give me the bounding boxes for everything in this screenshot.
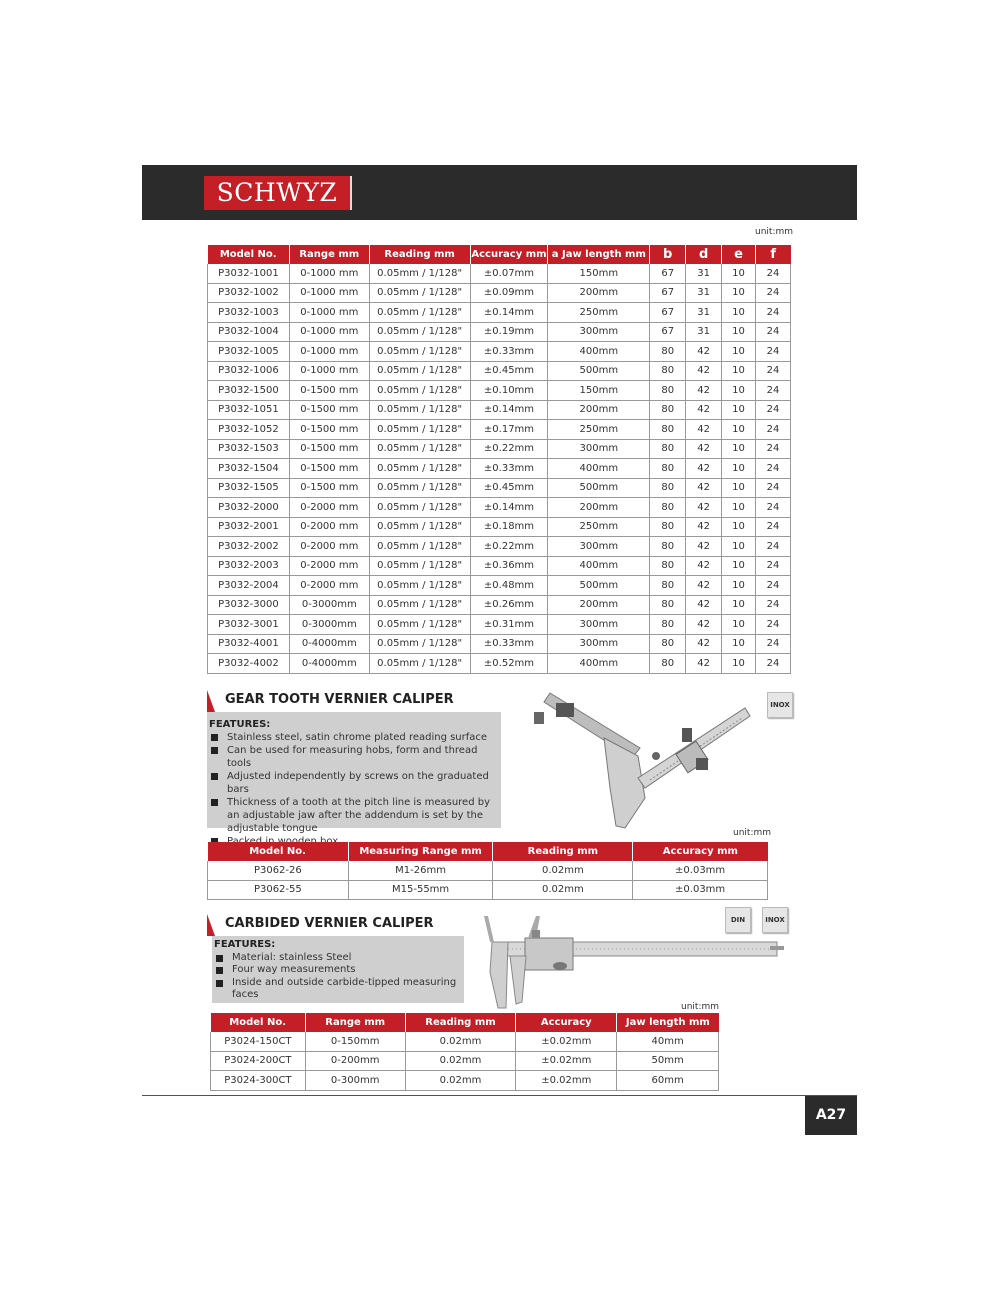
table-row [208,634,791,654]
table-cell: P3062-26 [208,861,349,880]
column-header: Reading mm [405,1013,516,1032]
table-cell: 24 [756,361,791,381]
table-cell: 24 [756,615,791,635]
table-cell: 0.02mm [493,880,633,900]
table-cell: 0.02mm [405,1051,516,1071]
table-cell: P3032-1002 [208,283,290,303]
table-row [208,595,791,615]
column-header: Accuracy [516,1013,617,1032]
table-row [208,264,791,283]
table-cell: P3032-4001 [208,634,290,654]
table-cell: 80 [650,517,686,537]
table-row [208,517,791,537]
table-cell: 24 [756,654,791,674]
table-cell: 24 [756,264,791,283]
table-cell: 0.05mm / 1/128" [369,615,470,635]
table-cell: 0.05mm / 1/128" [369,498,470,518]
table-cell: P3032-1001 [208,264,290,283]
section-marker [207,914,215,936]
table-cell: 400mm [548,654,650,674]
table-row [208,556,791,576]
table-cell: 300mm [548,439,650,459]
table-cell: ±0.36mm [470,556,548,576]
table-cell: ±0.48mm [470,576,548,596]
table-cell: 10 [722,264,756,283]
table-cell: 0-2000 mm [289,517,369,537]
table-cell: ±0.14mm [470,303,548,323]
table-cell: P3032-3000 [208,595,290,615]
table-cell: 10 [722,283,756,303]
table-cell: ±0.09mm [470,283,548,303]
unit-label-carbided: unit:mm [681,1002,720,1012]
table-cell: ±0.14mm [470,498,548,518]
table-row [208,420,791,440]
table-cell: 300mm [548,634,650,654]
column-header: a Jaw length mm [548,245,650,264]
column-header: Measuring Range mm [348,842,493,861]
table-row [208,880,768,900]
table-cell: 24 [756,595,791,615]
table-cell: 0.02mm [405,1071,516,1091]
table-cell: 250mm [548,420,650,440]
table-cell: P3032-1051 [208,400,290,420]
table-cell: 40mm [617,1032,719,1051]
table-cell: 24 [756,283,791,303]
table-cell: P3024-150CT [211,1032,306,1051]
table-cell: 10 [722,517,756,537]
table-cell: 0-1000 mm [289,322,369,342]
table-cell: 10 [722,439,756,459]
carbided-spec-table [210,1013,719,1091]
table-cell: ±0.33mm [470,459,548,479]
column-header: Jaw length mm [617,1013,719,1032]
table-cell: 0-150mm [305,1032,405,1051]
table-cell: 10 [722,322,756,342]
table-row [208,537,791,557]
table-cell: 42 [686,517,722,537]
column-header: Model No. [208,842,349,861]
table-cell: ±0.02mm [516,1071,617,1091]
table-cell: 80 [650,537,686,557]
table-cell: 0.05mm / 1/128" [369,420,470,440]
column-header: Reading mm [369,245,470,264]
column-header: Range mm [289,245,369,264]
table-cell: 42 [686,576,722,596]
table-cell: 80 [650,439,686,459]
feature-item: Inside and outside carbide-tipped measuring faces [214,977,464,1002]
table-cell: 0-1000 mm [289,303,369,323]
table-cell: 0-1000 mm [289,264,369,283]
table-header-row [208,245,791,264]
table-cell: 24 [756,556,791,576]
table-cell: P3032-2001 [208,517,290,537]
table-row [208,283,791,303]
table-cell: ±0.02mm [516,1051,617,1071]
table-cell: 24 [756,517,791,537]
features-heading: FEATURES: [209,719,271,730]
table-cell: 500mm [548,576,650,596]
table-cell: P3032-1004 [208,322,290,342]
column-header: f [756,245,791,264]
caliper-spec-table [207,245,791,674]
table-row [208,498,791,518]
table-row [208,303,791,323]
table-cell: 24 [756,478,791,498]
carbided-features-list [214,952,464,1002]
table-cell: 0-1500 mm [289,420,369,440]
table-cell: 42 [686,420,722,440]
table-cell: 10 [722,381,756,401]
table-cell: 0.05mm / 1/128" [369,537,470,557]
table-cell: 10 [722,459,756,479]
table-cell: P3032-1505 [208,478,290,498]
gear-features-list [209,731,501,848]
table-row [208,342,791,362]
table-cell: ±0.52mm [470,654,548,674]
table-row [208,322,791,342]
table-row [208,861,768,880]
table-cell: 0-4000mm [289,634,369,654]
table-cell: ±0.45mm [470,361,548,381]
table-row [211,1051,719,1071]
table-cell: 42 [686,459,722,479]
table-cell: ±0.33mm [470,634,548,654]
brand-logo: SCHWYZ [204,176,350,210]
table-row [208,478,791,498]
table-cell: 67 [650,264,686,283]
inox-badge: INOX [762,907,788,933]
table-cell: 0.05mm / 1/128" [369,303,470,323]
table-cell: 0-3000mm [289,615,369,635]
table-cell: 80 [650,556,686,576]
table-cell: 24 [756,576,791,596]
table-cell: 24 [756,303,791,323]
table-cell: 24 [756,634,791,654]
table-cell: 0.05mm / 1/128" [369,576,470,596]
table-row [208,381,791,401]
table-cell: ±0.31mm [470,615,548,635]
table-cell: 200mm [548,595,650,615]
table-cell: 10 [722,342,756,362]
table-header-row [208,842,768,861]
table-cell: 0.05mm / 1/128" [369,459,470,479]
table-cell: ±0.22mm [470,439,548,459]
table-cell: 42 [686,634,722,654]
table-cell: 10 [722,478,756,498]
column-header: Range mm [305,1013,405,1032]
table-cell: ±0.26mm [470,595,548,615]
column-header: e [722,245,756,264]
table-cell: 80 [650,634,686,654]
table-cell: 0-1000 mm [289,361,369,381]
din-badge: DIN [725,907,751,933]
table-cell: 10 [722,576,756,596]
gear-caliper-image [520,688,760,838]
table-cell: 80 [650,654,686,674]
table-cell: ±0.02mm [516,1032,617,1051]
table-row [208,576,791,596]
table-cell: 150mm [548,381,650,401]
table-cell: 80 [650,361,686,381]
table-cell: P3032-2002 [208,537,290,557]
table-cell: 24 [756,498,791,518]
table-cell: ±0.22mm [470,537,548,557]
table-row [208,361,791,381]
table-cell: 150mm [548,264,650,283]
column-header: Accuracy mm [633,842,768,861]
table-row [208,439,791,459]
column-header: Reading mm [493,842,633,861]
table-row [208,459,791,479]
table-cell: 42 [686,537,722,557]
table-cell: ±0.17mm [470,420,548,440]
table-cell: 60mm [617,1071,719,1091]
table-cell: 42 [686,556,722,576]
table-cell: P3032-1500 [208,381,290,401]
table-cell: 0.05mm / 1/128" [369,478,470,498]
feature-item: Adjusted independently by screws on the graduated bars [209,770,501,796]
table-cell: 10 [722,556,756,576]
table-cell: 10 [722,400,756,420]
logo-divider [350,176,352,210]
table-header-row [211,1013,719,1032]
table-cell: 50mm [617,1051,719,1071]
table-cell: 42 [686,654,722,674]
table-cell: 200mm [548,400,650,420]
table-cell: P3024-300CT [211,1071,306,1091]
table-row [208,615,791,635]
table-cell: 31 [686,283,722,303]
column-header: Accuracy mm [470,245,548,264]
table-cell: 80 [650,478,686,498]
table-row [208,400,791,420]
table-cell: 0.05mm / 1/128" [369,439,470,459]
table-cell: 0.02mm [493,861,633,880]
table-cell: 0-4000mm [289,654,369,674]
table-cell: P3032-1503 [208,439,290,459]
table-cell: 200mm [548,498,650,518]
table-cell: ±0.03mm [633,861,768,880]
inox-badge: INOX [767,692,793,718]
table-cell: 80 [650,615,686,635]
table-cell: P3032-2004 [208,576,290,596]
column-header: d [686,245,722,264]
table-cell: ±0.45mm [470,478,548,498]
table-cell: 10 [722,420,756,440]
table-cell: 42 [686,439,722,459]
column-header: b [650,245,686,264]
table-cell: 0-1000 mm [289,283,369,303]
table-cell: 80 [650,595,686,615]
table-cell: 42 [686,361,722,381]
table-cell: M15-55mm [348,880,493,900]
table-cell: 0.02mm [405,1032,516,1051]
table-cell: P3032-1006 [208,361,290,381]
table-cell: 80 [650,342,686,362]
table-cell: M1-26mm [348,861,493,880]
table-cell: 0.05mm / 1/128" [369,400,470,420]
table-cell: P3062-55 [208,880,349,900]
table-cell: 0.05mm / 1/128" [369,342,470,362]
table-cell: 31 [686,322,722,342]
table-row [211,1071,719,1091]
table-cell: 80 [650,576,686,596]
table-row [211,1032,719,1051]
table-cell: 67 [650,283,686,303]
table-cell: ±0.10mm [470,381,548,401]
table-row [208,654,791,674]
gear-spec-table [207,842,768,900]
footer-divider [142,1095,857,1096]
table-cell: 42 [686,381,722,401]
table-cell: P3024-200CT [211,1051,306,1071]
column-header: Model No. [211,1013,306,1032]
features-heading: FEATURES: [214,939,276,950]
unit-label-main: unit:mm [755,227,794,237]
table-cell: 80 [650,381,686,401]
table-cell: 42 [686,400,722,420]
table-cell: 300mm [548,615,650,635]
table-cell: 0-2000 mm [289,576,369,596]
carbided-features-box [212,936,464,1003]
table-cell: 250mm [548,303,650,323]
table-cell: 0.05mm / 1/128" [369,322,470,342]
table-cell: 0-2000 mm [289,498,369,518]
table-cell: 24 [756,322,791,342]
table-cell: 0.05mm / 1/128" [369,595,470,615]
table-cell: ±0.33mm [470,342,548,362]
table-cell: 0-1500 mm [289,381,369,401]
table-cell: 0-1500 mm [289,459,369,479]
table-cell: 0-200mm [305,1051,405,1071]
column-header: Model No. [208,245,290,264]
table-cell: P3032-1003 [208,303,290,323]
table-cell: 42 [686,615,722,635]
table-cell: 67 [650,303,686,323]
table-cell: P3032-3001 [208,615,290,635]
table-cell: P3032-1005 [208,342,290,362]
table-cell: 500mm [548,361,650,381]
table-cell: 250mm [548,517,650,537]
table-cell: 0-1500 mm [289,400,369,420]
table-cell: 67 [650,322,686,342]
gear-section-title: GEAR TOOTH VERNIER CALIPER [225,692,454,707]
table-cell: 500mm [548,478,650,498]
table-cell: 80 [650,498,686,518]
table-cell: P3032-2003 [208,556,290,576]
table-cell: 400mm [548,459,650,479]
table-cell: 42 [686,595,722,615]
section-marker [207,690,215,712]
feature-item: Thickness of a tooth at the pitch line is measured by an adjustable jaw after the addendum is set by the adjustable tongue [209,796,501,835]
table-cell: 0.05mm / 1/128" [369,634,470,654]
table-cell: 10 [722,498,756,518]
table-cell: 0.05mm / 1/128" [369,264,470,283]
table-cell: 31 [686,264,722,283]
table-cell: 31 [686,303,722,323]
table-cell: 0.05mm / 1/128" [369,361,470,381]
table-cell: 0.05mm / 1/128" [369,556,470,576]
unit-label-gear: unit:mm [733,828,772,838]
table-cell: P3032-1504 [208,459,290,479]
table-cell: 10 [722,595,756,615]
table-cell: ±0.18mm [470,517,548,537]
feature-item: Stainless steel, satin chrome plated reading surface [209,731,501,744]
table-cell: 10 [722,361,756,381]
table-cell: P3032-1052 [208,420,290,440]
page-number: A27 [805,1096,857,1135]
table-cell: 10 [722,537,756,557]
table-cell: 0-300mm [305,1071,405,1091]
table-cell: 24 [756,420,791,440]
table-cell: 10 [722,615,756,635]
gear-features-box [207,712,501,834]
feature-item: Four way measurements [214,964,464,977]
table-cell: 24 [756,400,791,420]
carbided-section-title: CARBIDED VERNIER CALIPER [225,916,434,931]
table-cell: 80 [650,400,686,420]
table-cell: 0-1000 mm [289,342,369,362]
feature-item: Material: stainless Steel [214,952,464,965]
table-cell: 42 [686,342,722,362]
table-cell: 24 [756,342,791,362]
table-cell: 200mm [548,283,650,303]
table-cell: 0.05mm / 1/128" [369,283,470,303]
table-cell: 80 [650,459,686,479]
table-cell: 80 [650,420,686,440]
feature-item: Can be used for measuring hobs, form and thread tools [209,744,501,770]
table-cell: P3032-4002 [208,654,290,674]
table-cell: 42 [686,478,722,498]
table-cell: ±0.07mm [470,264,548,283]
table-cell: 24 [756,381,791,401]
table-cell: 400mm [548,556,650,576]
table-cell: 0-1500 mm [289,439,369,459]
table-cell: ±0.14mm [470,400,548,420]
table-cell: 400mm [548,342,650,362]
table-cell: 24 [756,439,791,459]
table-cell: 42 [686,498,722,518]
table-cell: 0.05mm / 1/128" [369,654,470,674]
table-cell: 0-1500 mm [289,478,369,498]
table-cell: ±0.19mm [470,322,548,342]
table-cell: 0.05mm / 1/128" [369,517,470,537]
table-cell: 0-3000mm [289,595,369,615]
table-cell: 24 [756,459,791,479]
table-cell: 300mm [548,537,650,557]
table-cell: P3032-2000 [208,498,290,518]
table-cell: 24 [756,537,791,557]
table-cell: 10 [722,303,756,323]
table-cell: 0-2000 mm [289,556,369,576]
table-cell: ±0.03mm [633,880,768,900]
header-banner [142,165,857,220]
table-cell: 0-2000 mm [289,537,369,557]
table-cell: 10 [722,634,756,654]
table-cell: 300mm [548,322,650,342]
table-cell: 0.05mm / 1/128" [369,381,470,401]
table-cell: 10 [722,654,756,674]
